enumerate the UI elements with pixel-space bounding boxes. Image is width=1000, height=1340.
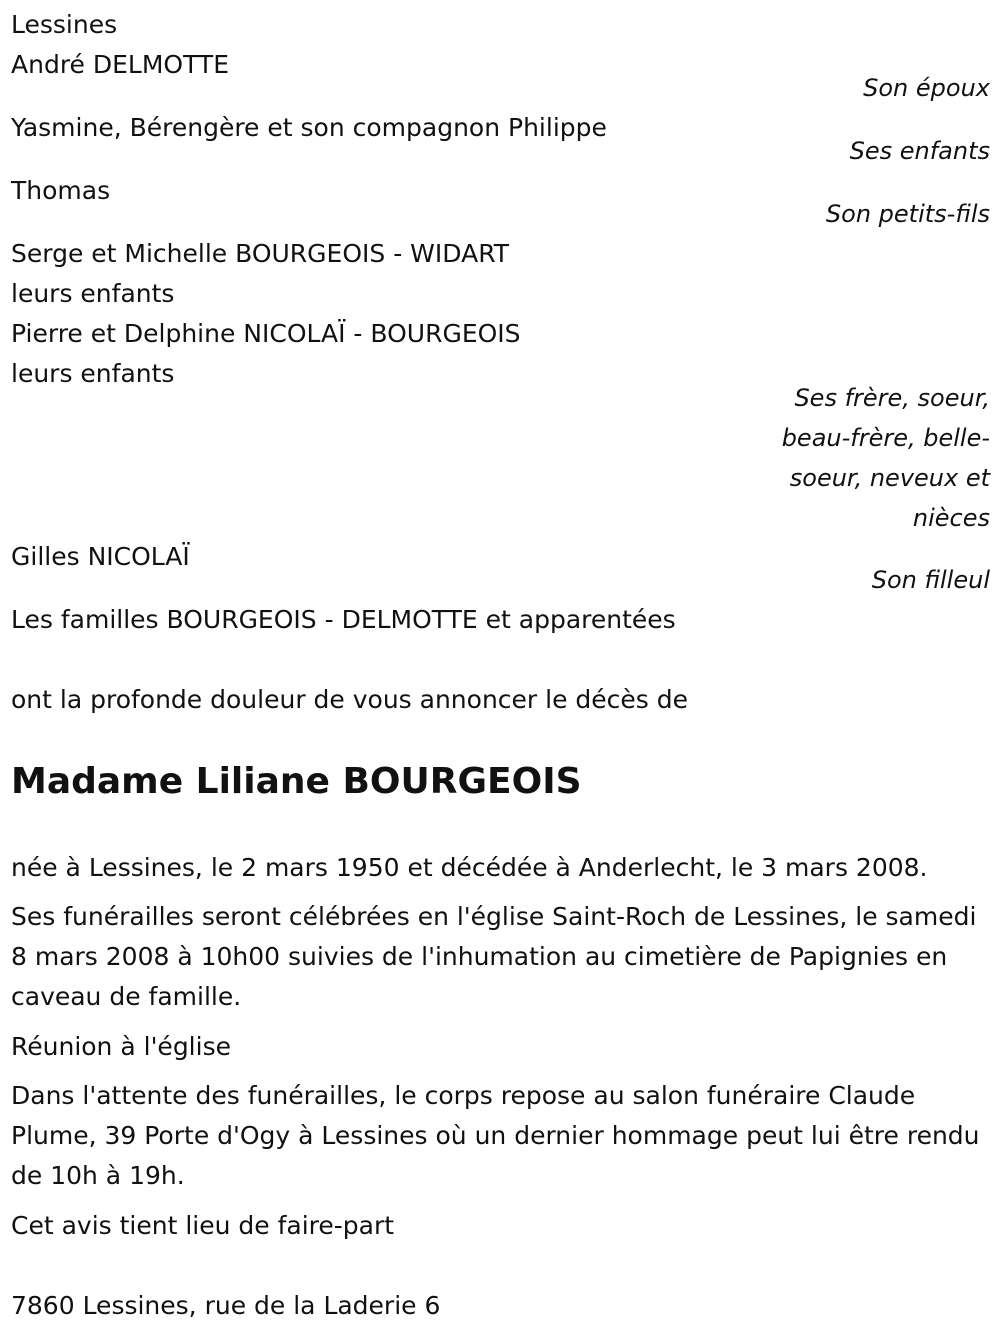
family-line-sibling-1-children: leurs enfants (11, 279, 175, 308)
deceased-name: Madame Liliane BOURGEOIS (11, 761, 582, 802)
family-line-godson: Gilles NICOLAÏ (11, 542, 190, 571)
family-line-sibling-1: Serge et Michelle BOURGEOIS - WIDART (11, 239, 510, 268)
birth-death-info: née à Lessines, le 2 mars 1950 et décédée à Anderlecht, le 3 mars 2008. (11, 853, 928, 882)
family-line-spouse: André DELMOTTE (11, 50, 229, 79)
family-line-grandson: Thomas (11, 176, 111, 205)
relation-grandson: Son petits-fils (825, 200, 990, 228)
family-line-sibling-2: Pierre et Delphine NICOLAÏ - BOURGEOIS (11, 319, 521, 348)
meeting-info: Réunion à l'église (11, 1032, 231, 1061)
address: 7860 Lessines, rue de la Laderie 6 (11, 1291, 441, 1320)
family-line-sibling-2-children: leurs enfants (11, 359, 175, 388)
funeral-info: Ses funérailles seront célébrées en l'église Saint-Roch de Lessines, le samedi 8 mars 2008 à 10h00 suivies de l'inhumation au cimetière de Papignies en caveau de famille. (11, 902, 977, 1011)
family-line-families: Les familles BOURGEOIS - DELMOTTE et apparentées (11, 605, 676, 634)
relation-siblings: Ses frère, soeur, beau-frère, belle-soeur, neveux et nièces (781, 384, 990, 532)
family-line-location: Lessines (11, 10, 118, 39)
notice-text: Cet avis tient lieu de faire-part (11, 1211, 395, 1240)
family-line-children: Yasmine, Bérengère et son compagnon Philippe (11, 113, 607, 142)
visitation-info: Dans l'attente des funérailles, le corps repose au salon funéraire Claude Plume, 39 Porte d'Ogy à Lessines où un dernier hommage peut lui être rendu de 10h à 19h. (11, 1081, 980, 1190)
relation-children: Ses enfants (849, 137, 990, 165)
relation-godson: Son filleul (871, 566, 990, 594)
relation-spouse: Son époux (863, 74, 990, 102)
announcement-text: ont la profonde douleur de vous annoncer le décès de (11, 685, 689, 714)
